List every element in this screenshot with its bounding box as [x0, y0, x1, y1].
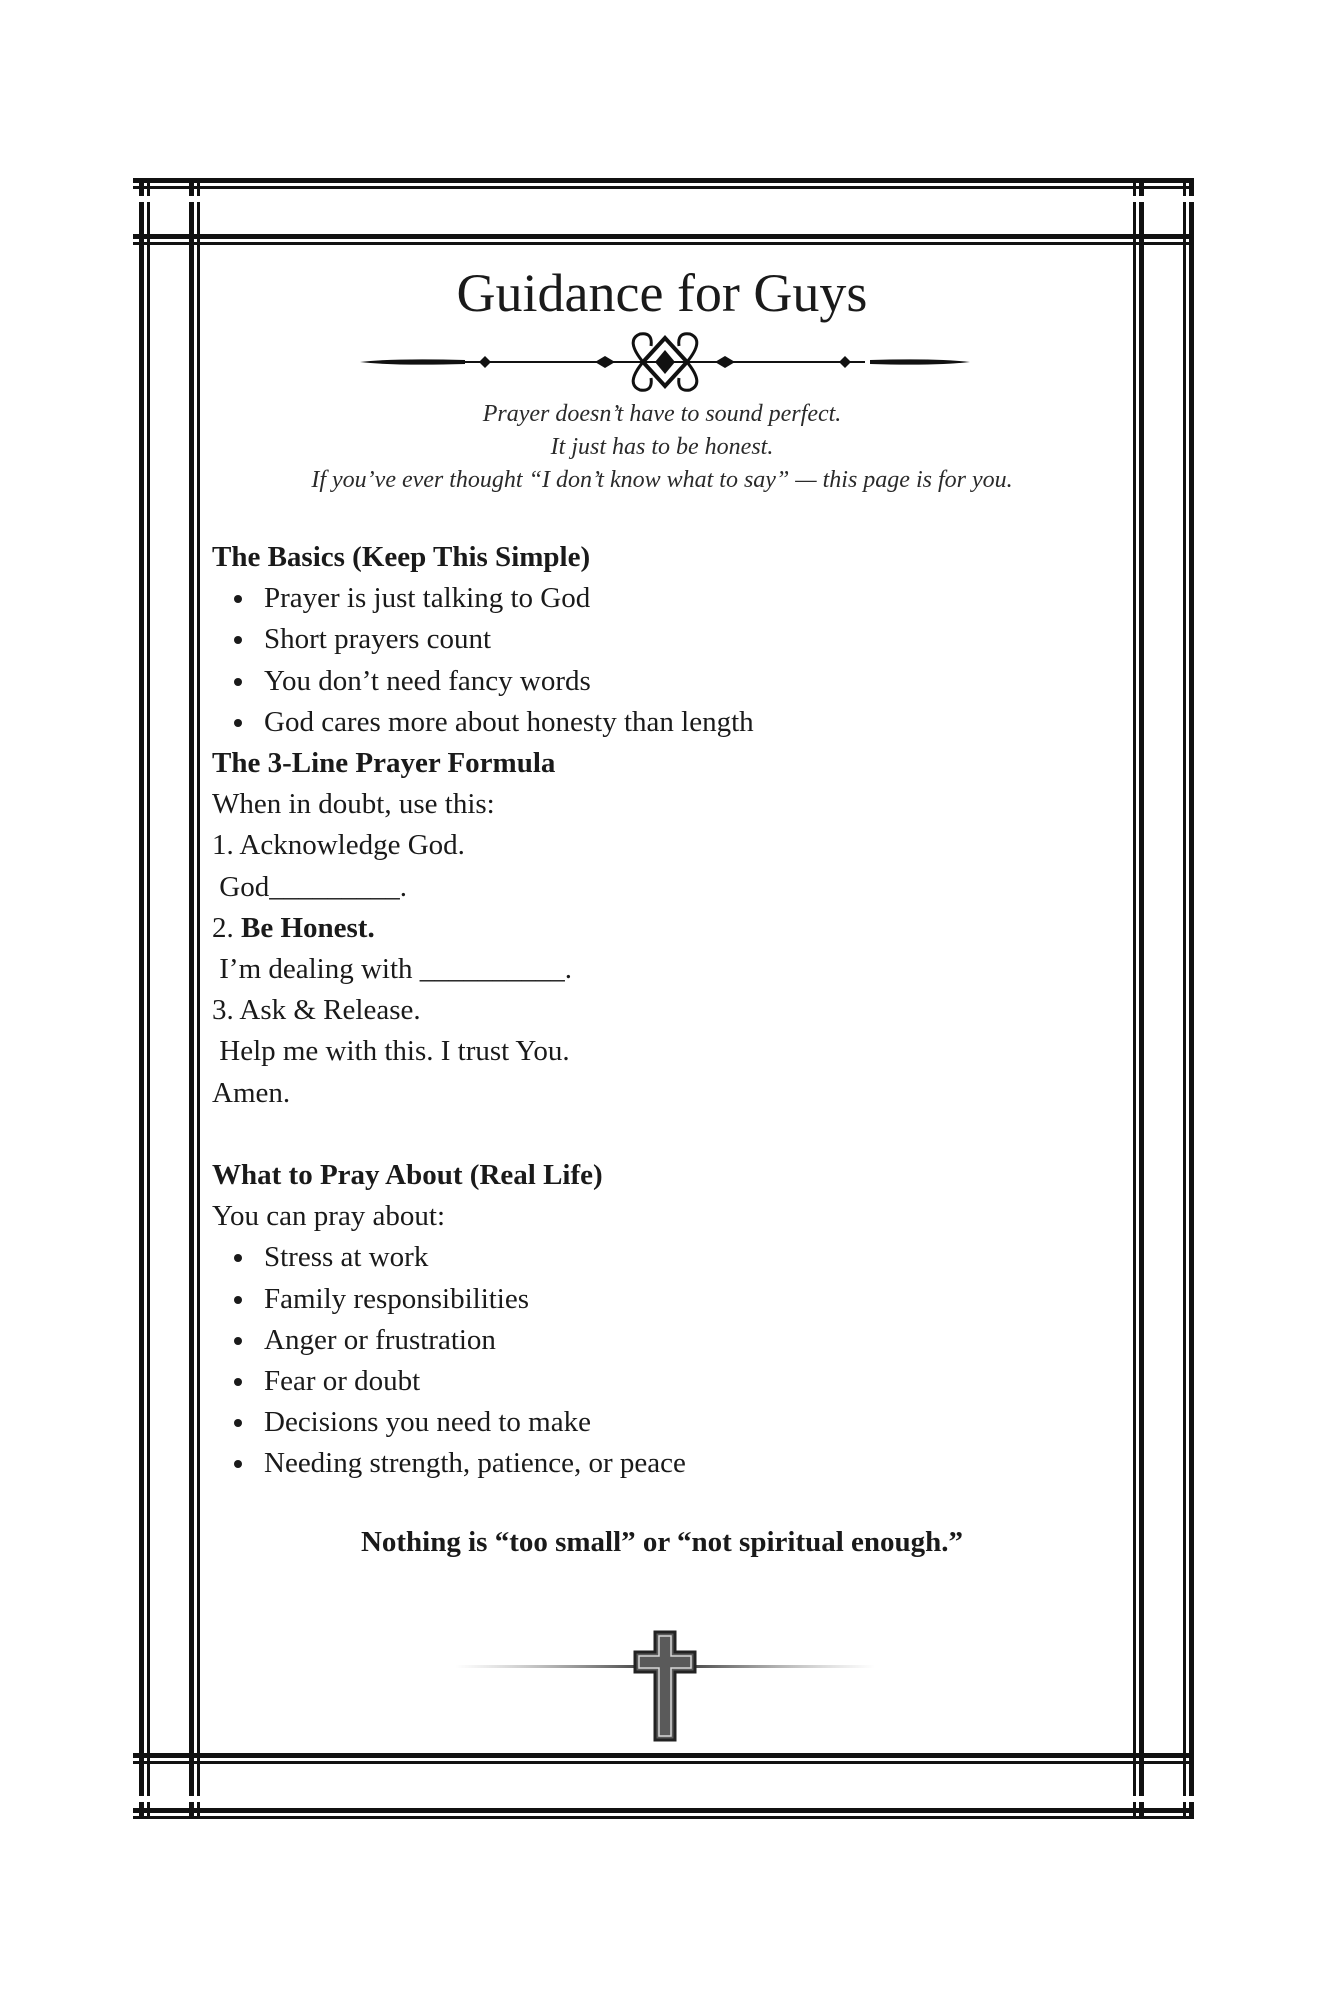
list-item-text: Family responsibilities	[264, 1282, 530, 1315]
list-item-text: Stress at work	[264, 1241, 429, 1274]
list-item	[212, 1361, 1112, 1402]
bullet-icon	[234, 1254, 242, 1262]
formula-amen: Amen.	[212, 1076, 291, 1109]
list-item	[212, 1402, 1112, 1443]
formula-step-1-fill: God_________.	[212, 870, 407, 903]
bullet-icon	[234, 1460, 242, 1468]
list-item	[212, 1237, 1112, 1278]
list-item-text: You don’t need fancy words	[264, 664, 591, 697]
formula-heading: The 3-Line Prayer Formula	[212, 747, 556, 780]
page-title: Guidance for Guys	[456, 263, 868, 323]
list-item-text: Decisions you need to make	[264, 1406, 591, 1439]
list-item	[212, 619, 1112, 660]
intro-line: It just has to be honest.	[550, 434, 774, 460]
main-content	[212, 537, 1112, 1485]
bullet-icon	[234, 1378, 242, 1386]
list-item	[212, 1443, 1112, 1484]
list-item	[212, 1279, 1112, 1320]
formula-step-2-number: 2.	[212, 911, 241, 944]
bullet-icon	[234, 595, 242, 603]
list-item-text: Short prayers count	[264, 623, 492, 656]
formula-intro: When in doubt, use this:	[212, 788, 495, 821]
section-spacer	[212, 1114, 1112, 1155]
formula-step-3: 3. Ask & Release.	[212, 994, 421, 1027]
formula-step-3-fill: Help me with this. I trust You.	[212, 1035, 570, 1068]
list-item-text: Anger or frustration	[264, 1323, 496, 1356]
list-item-text: Needing strength, patience, or peace	[264, 1447, 686, 1480]
basics-list	[212, 578, 1112, 743]
bullet-icon	[234, 719, 242, 727]
closing-statement: Nothing is “too small” or “not spiritual enough.”	[360, 1526, 964, 1558]
bullet-icon	[234, 1337, 242, 1345]
formula-step-2	[212, 908, 1112, 949]
formula-step-1: 1. Acknowledge God.	[212, 829, 465, 862]
intro-line: Prayer doesn’t have to sound perfect.	[482, 401, 842, 427]
basics-heading: The Basics (Keep This Simple)	[212, 541, 591, 573]
list-item	[212, 578, 1112, 619]
cross-icon	[455, 1628, 875, 1748]
flourish-divider-icon	[355, 320, 975, 400]
bullet-icon	[234, 1419, 242, 1427]
intro-note	[212, 398, 1112, 497]
list-item-text: Prayer is just talking to God	[264, 582, 591, 615]
list-item	[212, 1320, 1112, 1361]
bullet-icon	[234, 636, 242, 644]
topics-heading: What to Pray About (Real Life)	[212, 1159, 603, 1192]
intro-line: If you’ve ever thought “I don’t know what to say” — this page is for you.	[311, 467, 1013, 493]
topics-list	[212, 1237, 1112, 1484]
list-item	[212, 661, 1112, 702]
list-item	[212, 702, 1112, 743]
bullet-icon	[234, 1296, 242, 1304]
bullet-icon	[234, 678, 242, 686]
formula-step-2-fill: I’m dealing with __________.	[212, 953, 573, 986]
list-item-text: Fear or doubt	[264, 1365, 421, 1398]
topics-intro: You can pray about:	[212, 1200, 446, 1233]
list-item-text: God cares more about honesty than length	[264, 705, 754, 738]
formula-step-2-label: Be Honest.	[241, 911, 375, 944]
